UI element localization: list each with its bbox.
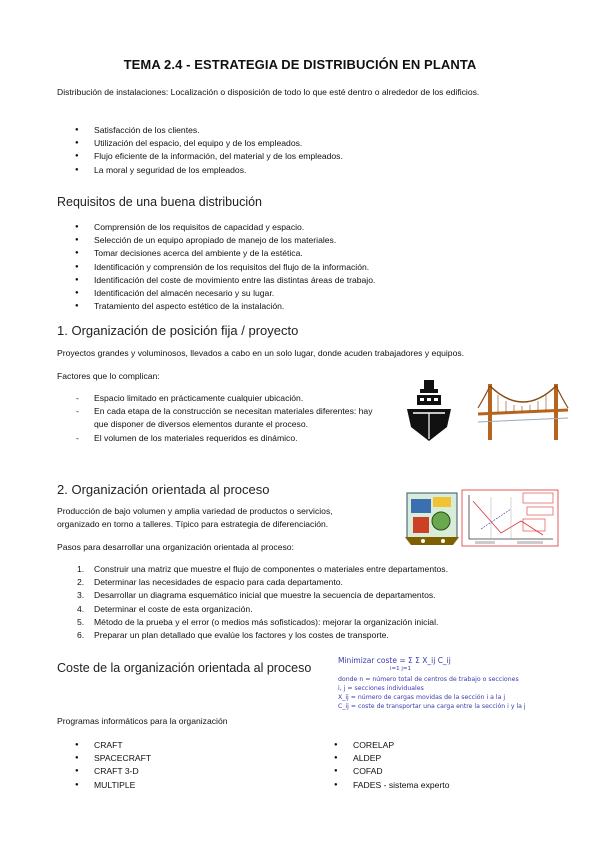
list-item bbox=[57, 616, 577, 629]
list-item: ● Satisfacción de los clientes. bbox=[57, 124, 557, 137]
page-title: TEMA 2.4 - ESTRATEGIA DE DISTRIBUCIÓN EN PLANTA bbox=[123, 57, 477, 72]
list-item: ● SPACECRAFT bbox=[57, 752, 307, 765]
section-heading-proceso: 2. Organización orientada al proceso bbox=[57, 482, 270, 497]
step-number: 5. bbox=[77, 616, 85, 627]
step-text: Método de la prueba y el error (o medios más sofisticados): mejorar la organización inicial. bbox=[94, 616, 439, 627]
formula-line-2: i, j = secciones individuales bbox=[338, 685, 424, 692]
workshop-illustration-icon bbox=[403, 489, 461, 547]
list-item: ● Identificación del almacén necesario y su lugar. bbox=[57, 287, 567, 300]
factores-list bbox=[57, 392, 377, 445]
list-item bbox=[57, 603, 577, 616]
list-item: - El volumen de los materiales requeridos es dinámico. bbox=[57, 432, 377, 445]
list-item: ● ALDEP bbox=[316, 752, 566, 765]
intro-list bbox=[57, 124, 557, 177]
section-heading-posicion-fija: 1. Organización de posición fija / proyecto bbox=[57, 323, 299, 338]
list-item: ● Selección de un equipo apropiado de manejo de los materiales. bbox=[57, 234, 567, 247]
list-item: - Espacio limitado en prácticamente cualquier ubicación. bbox=[57, 392, 377, 405]
list-item bbox=[57, 576, 577, 589]
list-item bbox=[57, 563, 577, 576]
cost-formula bbox=[338, 655, 568, 711]
list-item bbox=[57, 629, 577, 642]
step-text: Preparar un plan detallado que evalúe los factores y los costes de transporte. bbox=[94, 630, 389, 641]
bridge-icon bbox=[476, 378, 570, 444]
step-text: Determinar las necesidades de espacio para cada departamento. bbox=[94, 577, 343, 588]
formula-line-3: X_ij = número de cargas movidas de la sección i a la j bbox=[338, 694, 506, 701]
schematic-diagram-icon bbox=[461, 489, 559, 547]
list-item: ● CRAFT 3-D bbox=[57, 765, 307, 778]
step-number: 2. bbox=[77, 577, 85, 588]
list-item: ● CORELAP bbox=[316, 739, 566, 752]
list-item: ● Utilización del espacio, del equipo y de los empleados. bbox=[57, 137, 557, 150]
formula-line-4: C_ij = coste de transportar una carga entre la sección i y la j bbox=[338, 703, 526, 710]
list-item: ● FADES - sistema experto bbox=[316, 779, 566, 792]
step-text: Determinar el coste de esta organización. bbox=[94, 603, 253, 614]
step-number: 6. bbox=[77, 630, 85, 641]
formula-line-1: donde n = número total de centros de trabajo o secciones bbox=[338, 676, 519, 683]
section-heading-coste: Coste de la organización orientada al proceso bbox=[57, 661, 312, 675]
list-item: ● COFAD bbox=[316, 765, 566, 778]
list-item: ● Tomar decisiones acerca del ambiente y de la estética. bbox=[57, 247, 567, 260]
section-heading-requisitos: Requisitos de una buena distribución bbox=[57, 195, 262, 209]
programas-list-right bbox=[316, 739, 566, 792]
step-text: Construir una matriz que muestre el flujo de componentes o materiales entre departamentos. bbox=[94, 564, 448, 574]
pasos-list bbox=[57, 563, 577, 642]
programas-label: Programas informáticos para la organización bbox=[57, 716, 228, 726]
section2-text: Producción de bajo volumen y amplia variedad de productos o servicios, organizado en torno a talleres. Típico para estrategia de diferenciación. bbox=[57, 506, 333, 529]
step-number: 3. bbox=[77, 590, 85, 601]
list-item: ● La moral y seguridad de los empleados. bbox=[57, 164, 557, 177]
list-item: ● MULTIPLE bbox=[57, 779, 307, 792]
list-item: ● Tratamiento del aspecto estético de la instalación. bbox=[57, 300, 567, 313]
factores-label: Factores que lo complican: bbox=[57, 371, 160, 381]
step-number: 4. bbox=[77, 603, 85, 614]
list-item: ● CRAFT bbox=[57, 739, 307, 752]
ship-icon bbox=[403, 377, 455, 443]
requisitos-list bbox=[57, 221, 567, 313]
formula-limits: i=1 j=1 bbox=[390, 666, 412, 672]
list-item: - En cada etapa de la construcción se necesitan materiales diferentes: hay que disponer de diversos elementos durante el proceso. bbox=[57, 405, 377, 431]
pasos-label: Pasos para desarrollar una organización orientada al proceso: bbox=[57, 542, 294, 552]
step-text: Desarrollar un diagrama esquemático inicial que muestre la secuencia de departamentos. bbox=[94, 590, 436, 601]
list-item: ● Flujo eficiente de la información, del material y de los empleados. bbox=[57, 150, 557, 163]
programas-list-left bbox=[57, 739, 307, 792]
intro-text: Distribución de instalaciones: Localización o disposición de todo lo que esté dentro o alrededor de los edificios. bbox=[57, 87, 480, 97]
list-item: ● Identificación del coste de movimiento entre las distintas áreas de trabajo. bbox=[57, 274, 567, 287]
list-item: ● Identificación y comprensión de los requisitos del flujo de la información. bbox=[57, 261, 567, 274]
formula-main: Minimizar coste = Σ Σ X_ij C_ij bbox=[338, 656, 451, 665]
section1-text: Proyectos grandes y voluminosos, llevados a cabo en un solo lugar, donde acuden trabajadores y equipos. bbox=[57, 348, 465, 358]
list-item bbox=[57, 589, 577, 602]
step-number: 1. bbox=[77, 564, 85, 574]
list-item: ● Comprensión de los requisitos de capacidad y espacio. bbox=[57, 221, 567, 234]
